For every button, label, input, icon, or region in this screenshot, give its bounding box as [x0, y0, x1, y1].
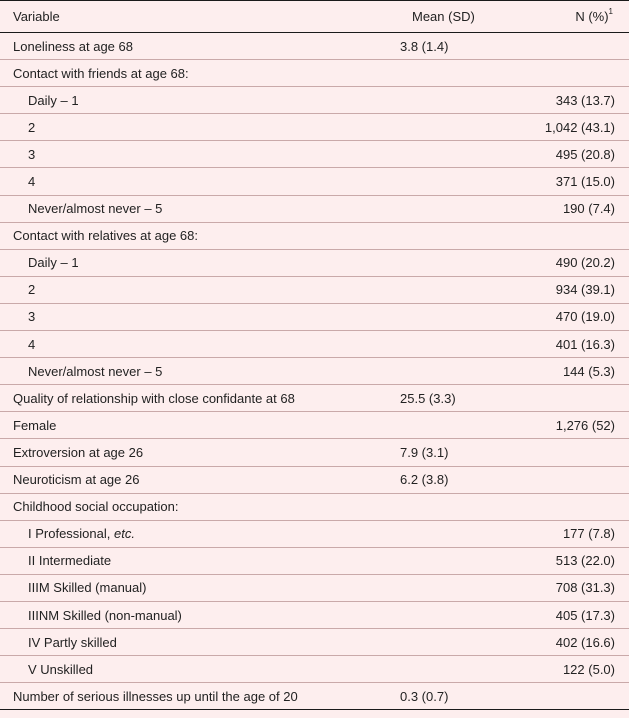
- row-variable-label: [0, 303, 377, 330]
- table-row: [0, 601, 629, 628]
- row-n-percent: 190 (7.4): [562, 201, 615, 217]
- table-row: [0, 249, 629, 276]
- row-n-percent: [514, 60, 629, 87]
- row-variable-label: [0, 168, 377, 195]
- row-mean-sd: [377, 358, 514, 385]
- table-row: [0, 520, 629, 547]
- header-variable: Variable: [13, 9, 60, 24]
- row-mean-sd: [377, 629, 514, 656]
- row-variable-text: Quality of relationship with close confidante at 68: [13, 390, 295, 406]
- row-n-percent: [514, 33, 629, 60]
- row-n-percent: 371 (15.0): [555, 174, 615, 190]
- row-variable-text: Childhood social occupation:: [13, 499, 179, 515]
- row-variable-text: IV Partly skilled: [28, 634, 117, 650]
- row-mean-sd: [377, 547, 514, 574]
- row-variable-label: [0, 87, 377, 114]
- row-variable-label: [0, 493, 377, 520]
- row-variable-label: [0, 466, 377, 493]
- row-n-percent: [514, 466, 629, 493]
- row-variable-text: 2: [28, 282, 36, 298]
- table-row: [0, 358, 629, 385]
- table-row: [0, 33, 629, 60]
- row-mean-sd: [377, 303, 514, 330]
- row-variable-text: Never/almost never – 5: [28, 363, 163, 379]
- table-row: [0, 276, 629, 303]
- table-row: [0, 466, 629, 493]
- row-mean-sd: 25.5 (3.3): [400, 390, 456, 406]
- row-mean-sd: 7.9 (3.1): [400, 444, 449, 460]
- row-n-percent: [514, 493, 629, 520]
- row-variable-text: V Unskilled: [28, 661, 94, 677]
- table-header: [0, 1, 629, 33]
- row-n-percent: 513 (22.0): [555, 553, 615, 569]
- row-variable-label: [0, 629, 377, 656]
- row-variable-label: [0, 412, 377, 439]
- row-n-percent: [514, 222, 629, 249]
- row-n-percent: 405 (17.3): [555, 607, 615, 623]
- row-mean-sd: [377, 493, 514, 520]
- row-n-percent: 402 (16.6): [555, 634, 615, 650]
- row-mean-sd: [377, 520, 514, 547]
- row-mean-sd: [377, 60, 514, 87]
- row-variable-label: [0, 60, 377, 87]
- row-n-percent: 343 (13.7): [555, 92, 615, 108]
- row-variable-text: 3: [28, 309, 36, 325]
- row-variable-text: 4: [28, 174, 36, 190]
- row-variable-text: Never/almost never – 5: [28, 201, 163, 217]
- row-variable-text: 3: [28, 146, 36, 162]
- row-mean-sd: [377, 195, 514, 222]
- row-n-percent: 1,276 (52): [555, 417, 615, 433]
- row-variable-label: [0, 141, 377, 168]
- row-variable-label: [0, 276, 377, 303]
- row-n-percent: 1,042 (43.1): [544, 119, 615, 135]
- header-mean-sd: Mean (SD): [412, 9, 475, 24]
- row-mean-sd: 0.3 (0.7): [400, 688, 449, 704]
- table-row: [0, 87, 629, 114]
- row-mean-sd: [377, 656, 514, 683]
- row-n-percent: 144 (5.3): [562, 363, 615, 379]
- row-variable-label: [0, 683, 377, 710]
- row-n-percent: 708 (31.3): [555, 580, 615, 596]
- row-variable-label: [0, 601, 377, 628]
- table-row: [0, 168, 629, 195]
- row-variable-label: [0, 331, 377, 358]
- table-row: [0, 493, 629, 520]
- row-variable-label: [0, 385, 377, 412]
- row-variable-text: I Professional,: [28, 526, 111, 542]
- row-mean-sd: [377, 87, 514, 114]
- header-row: [0, 1, 629, 33]
- row-mean-sd: 6.2 (3.8): [400, 472, 449, 488]
- row-mean-sd: [377, 141, 514, 168]
- table-row: [0, 629, 629, 656]
- row-n-percent: 401 (16.3): [555, 336, 615, 352]
- row-mean-sd: [377, 222, 514, 249]
- row-variable-text: Female: [13, 417, 57, 433]
- row-variable-italic-text: etc.: [114, 526, 135, 542]
- row-mean-sd: [377, 601, 514, 628]
- table-row: [0, 60, 629, 87]
- row-variable-text: Daily – 1: [28, 92, 79, 108]
- row-n-percent: 934 (39.1): [555, 282, 615, 298]
- row-mean-sd: [377, 276, 514, 303]
- row-variable-label: [0, 574, 377, 601]
- row-mean-sd: [377, 168, 514, 195]
- table-row: [0, 412, 629, 439]
- table-row: [0, 439, 629, 466]
- row-variable-label: [0, 358, 377, 385]
- row-variable-label: [0, 114, 377, 141]
- row-variable-text: 4: [28, 336, 36, 352]
- header-n-label: N (%): [575, 9, 609, 24]
- row-variable-text: IIIM Skilled (manual): [28, 580, 147, 596]
- row-variable-label: [0, 195, 377, 222]
- row-variable-text: Extroversion at age 26: [13, 444, 144, 460]
- row-variable-label: [0, 520, 377, 547]
- row-mean-sd: [377, 331, 514, 358]
- table-row: [0, 114, 629, 141]
- row-variable-text: IIINM Skilled (non-manual): [28, 607, 182, 623]
- row-variable-label: [0, 222, 377, 249]
- header-n-percent: [514, 1, 629, 33]
- table-row: [0, 385, 629, 412]
- header-n-footnote: 1: [608, 7, 613, 16]
- table-row: [0, 547, 629, 574]
- row-variable-label: [0, 439, 377, 466]
- table-row: [0, 195, 629, 222]
- row-n-percent: 470 (19.0): [555, 309, 615, 325]
- row-variable-text: 2: [28, 119, 36, 135]
- table-row: [0, 222, 629, 249]
- row-mean-sd: [377, 412, 514, 439]
- row-n-percent: 495 (20.8): [555, 146, 615, 162]
- row-variable-label: [0, 249, 377, 276]
- row-n-percent: 177 (7.8): [562, 526, 615, 542]
- table-row: [0, 683, 629, 710]
- row-mean-sd: 3.8 (1.4): [400, 38, 449, 54]
- row-variable-text: Daily – 1: [28, 255, 79, 271]
- row-n-percent: [514, 683, 629, 710]
- table-row: [0, 331, 629, 358]
- row-n-percent: 490 (20.2): [555, 255, 615, 271]
- row-variable-text: Contact with relatives at age 68:: [13, 228, 198, 244]
- row-n-percent: [514, 385, 629, 412]
- row-variable-text: II Intermediate: [28, 553, 112, 569]
- table-row: [0, 574, 629, 601]
- row-mean-sd: [377, 249, 514, 276]
- row-mean-sd: [377, 574, 514, 601]
- row-variable-label: [0, 33, 377, 60]
- row-n-percent: [514, 439, 629, 466]
- row-n-percent: 122 (5.0): [562, 661, 615, 677]
- table-body: [0, 33, 629, 710]
- row-variable-text: Number of serious illnesses up until the age of 20: [13, 688, 298, 704]
- table-row: [0, 141, 629, 168]
- row-variable-text: Contact with friends at age 68:: [13, 65, 189, 81]
- row-mean-sd: [377, 114, 514, 141]
- row-variable-text: Neuroticism at age 26: [13, 472, 140, 488]
- table-row: [0, 303, 629, 330]
- row-variable-label: [0, 547, 377, 574]
- row-variable-label: [0, 656, 377, 683]
- row-variable-text: Loneliness at age 68: [13, 38, 133, 54]
- table-row: [0, 656, 629, 683]
